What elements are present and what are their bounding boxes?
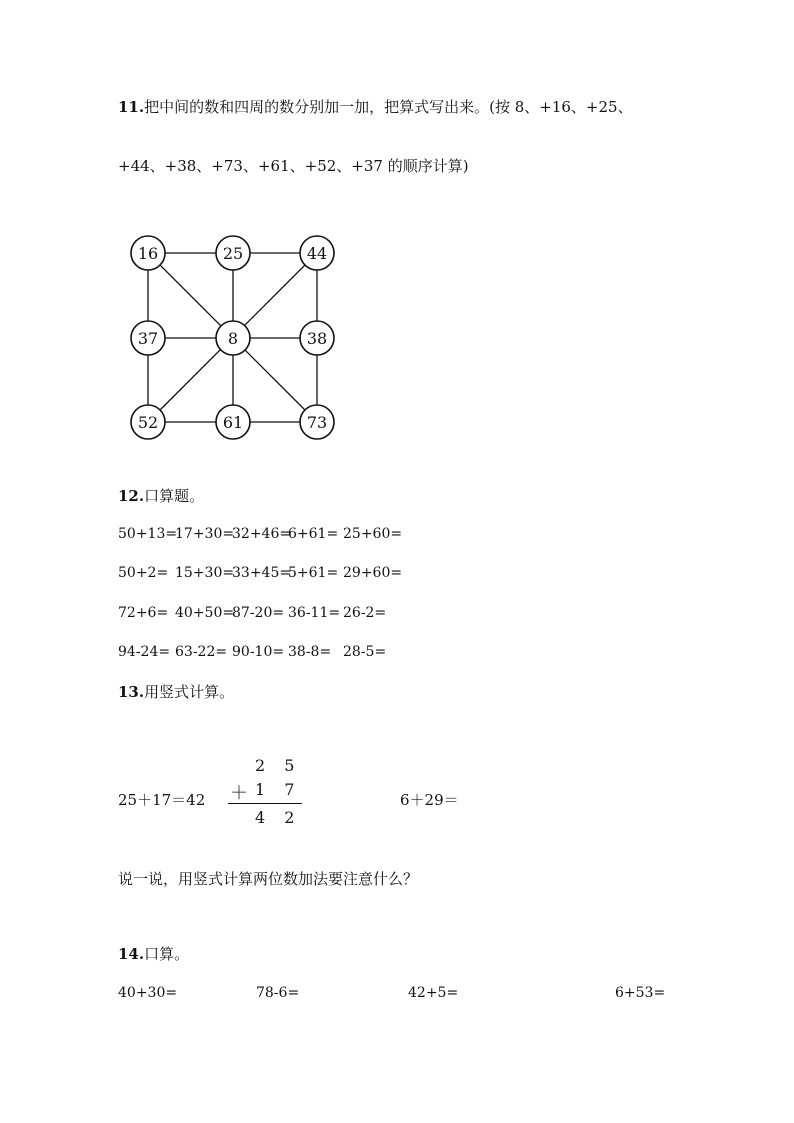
q11-line1 — [118, 96, 633, 117]
calc-item: 72+6= — [118, 605, 169, 621]
q12-number: 12. — [118, 487, 145, 505]
q12-heading — [118, 485, 204, 506]
calc-item: 42+5= — [408, 985, 459, 1001]
q13-exercise: 6＋29＝ — [400, 791, 459, 809]
calc-item: 94-24= — [118, 644, 171, 660]
q11-text-line1: 把中间的数和四周的数分别加一加，把算式写出来。(按 8、+16、+25、 — [144, 98, 633, 116]
calc-item: 36-11= — [288, 605, 341, 621]
calc-item: 5+61= — [288, 565, 339, 581]
node-44: 44 — [306, 244, 328, 263]
calc-item: 87-20= — [232, 605, 285, 621]
q12-title: 口算题。 — [144, 487, 205, 505]
vertical-top-number: 2 5 — [255, 756, 302, 775]
node-25: 25 — [222, 244, 244, 263]
q11-line2: +44、+38、+73、+61、+52、+37 的顺序计算) — [118, 157, 469, 175]
calc-item: 33+45= — [232, 565, 292, 581]
q14-heading — [118, 943, 189, 964]
vertical-result: 4 2 — [255, 808, 302, 827]
vertical-sum-line — [228, 803, 302, 804]
calc-item: 90-10= — [232, 644, 285, 660]
calc-item: 17+30= — [175, 526, 235, 542]
calc-item: 50+2= — [118, 565, 169, 581]
q13-title: 用竖式计算。 — [144, 683, 235, 701]
calc-item: 63-22= — [175, 644, 228, 660]
node-38: 38 — [306, 329, 328, 348]
q13-discussion: 说一说，用竖式计算两位数加法要注意什么？ — [118, 870, 419, 888]
q13-example-equation: 25＋17＝42 — [118, 791, 206, 809]
q13-heading — [118, 681, 234, 702]
vertical-plus-sign: ＋ — [230, 783, 248, 804]
calc-item: 40+50= — [175, 605, 235, 621]
calc-item: 38-8= — [288, 644, 332, 660]
node-16: 16 — [137, 244, 159, 263]
q14-title: 口算。 — [144, 945, 190, 963]
calc-item: 40+30= — [118, 985, 178, 1001]
number-grid-diagram — [120, 225, 350, 440]
node-61: 61 — [222, 413, 244, 432]
calc-item: 6+61= — [288, 526, 339, 542]
calc-item: 26-2= — [343, 605, 387, 621]
calc-item: 29+60= — [343, 565, 403, 581]
q13-number: 13. — [118, 683, 145, 701]
calc-item: 32+46= — [232, 526, 292, 542]
calc-item: 25+60= — [343, 526, 403, 542]
calc-item: 15+30= — [175, 565, 235, 581]
node-52: 52 — [137, 413, 159, 432]
node-73: 73 — [306, 413, 328, 432]
node-37: 37 — [137, 329, 159, 348]
q14-number: 14. — [118, 945, 145, 963]
calc-item: 6+53= — [615, 985, 666, 1001]
node-center: 8 — [227, 329, 239, 348]
vertical-bottom-number: 1 7 — [255, 780, 302, 799]
calc-item: 78-6= — [256, 985, 300, 1001]
calc-item: 28-5= — [343, 644, 387, 660]
calc-item: 50+13= — [118, 526, 178, 542]
q11-number: 11. — [118, 98, 145, 116]
